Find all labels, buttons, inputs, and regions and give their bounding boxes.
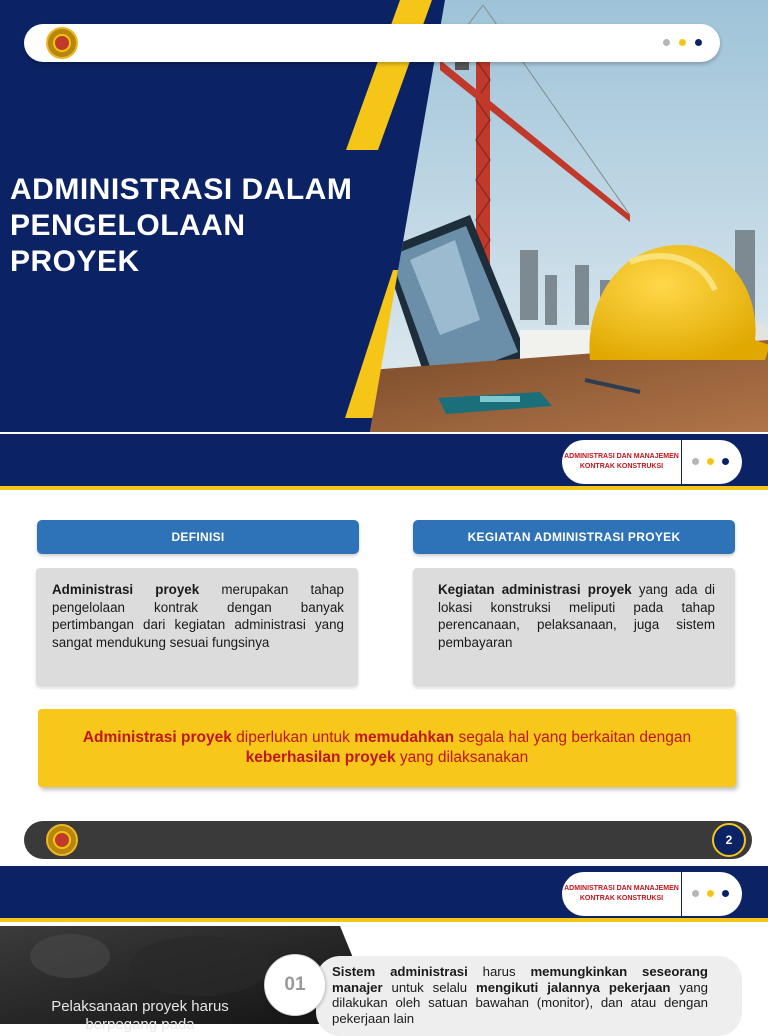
course-badge [562, 440, 742, 484]
title-line-1: ADMINISTRASI DALAM [10, 173, 353, 206]
point-part: yang dilakukan oleh satuan bawahan (monitor), dan atau dengan pekerjaan lain [332, 979, 708, 1026]
course-title-line-2: KONTRAK KONSTRUKSI [579, 463, 664, 470]
definition-text: merupakan tahap pengelolaan kontrak dengan banyak pertimbangan dari kegiatan administrasi yang sangat mendukung sesuai fungsinya [52, 582, 344, 650]
point-keyword: memungkinkan seseorang manajer [332, 964, 708, 995]
course-title-line-2: KONTRAK KONSTRUKSI [579, 895, 664, 902]
point-part: untuk selalu [382, 979, 477, 995]
highlight-box [38, 709, 736, 787]
course-badge [562, 872, 742, 916]
highlight-part: diperlukan untuk [231, 729, 355, 746]
point-number: 01 [264, 954, 326, 1016]
point-text [332, 964, 708, 1026]
highlight-term: Administrasi proyek [82, 729, 232, 746]
footer-bar [24, 821, 752, 859]
slide-header-band [0, 434, 768, 490]
title-line-3: PROYEK [10, 245, 140, 278]
university-seal-icon [46, 824, 78, 856]
slide-dots-indicator [692, 458, 729, 465]
slide-title [10, 172, 352, 280]
course-title-line-1: ADMINISTRASI DAN MANAJEMEN [564, 885, 679, 892]
highlight-keyword: keberhasilan proyek [245, 749, 396, 766]
point-part: harus [467, 964, 531, 979]
highlight-part: yang dilaksanakan [395, 749, 529, 766]
definition-slide [0, 432, 768, 864]
definition-term: Administrasi proyek [52, 582, 200, 597]
highlight-keyword: memudahkan [354, 729, 455, 746]
activity-text: yang ada di lokasi konstruksi meliputi pada tahap perencanaan, pelaksanaan, juga sistem pembayaran [438, 582, 715, 650]
course-title-line-1: ADMINISTRASI DAN MANAJEMEN [564, 453, 679, 460]
photo-caption: Pelaksanaan proyek harus berpegang pada [51, 998, 229, 1033]
title-line-2: PENGELOLAAN [10, 209, 246, 242]
definition-card [36, 568, 358, 686]
university-seal-icon [46, 27, 78, 59]
project-slide [0, 864, 768, 1033]
course-title [562, 872, 682, 916]
top-bar [24, 24, 720, 62]
highlight-part: segala hal yang berkaitan dengan [454, 729, 692, 746]
point-keyword: mengikuti jalannya pekerjaan [476, 979, 671, 995]
slide-dots-indicator [663, 39, 702, 46]
page-number: 2 [712, 823, 746, 857]
slide-header-band [0, 866, 768, 922]
point-keyword: Sistem administrasi [332, 964, 468, 979]
activity-term: Kegiatan administrasi proyek [438, 582, 632, 597]
slide-dots-indicator [692, 890, 729, 897]
title-slide [0, 0, 768, 432]
tab-kegiatan-administrasi: KEGIATAN ADMINISTRASI PROYEK [413, 520, 735, 554]
tab-definisi: DEFINISI [37, 520, 359, 554]
activity-card [413, 568, 735, 686]
highlight-text [78, 728, 696, 768]
course-title [562, 440, 682, 484]
